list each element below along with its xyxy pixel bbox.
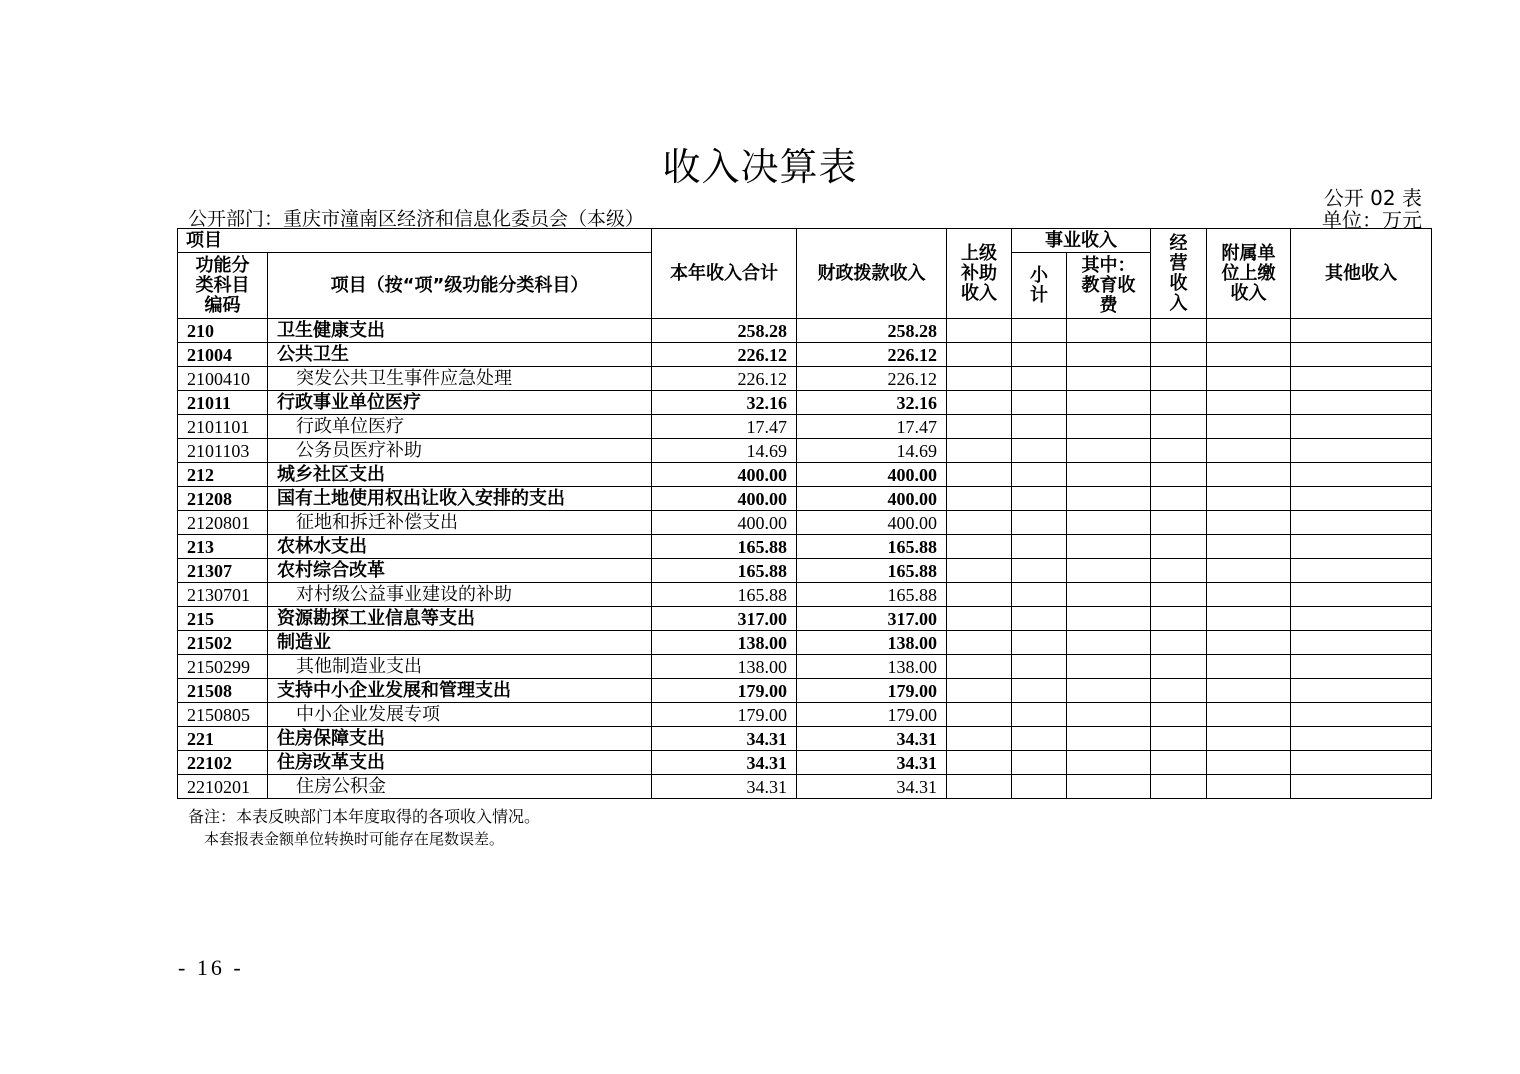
empty-cell: [1067, 559, 1151, 583]
table-row: [178, 727, 1432, 751]
empty-cell: [1207, 463, 1291, 487]
empty-cell: [1151, 559, 1207, 583]
row-code: 21502: [178, 631, 268, 655]
row-total: 179.00: [652, 679, 797, 703]
empty-cell: [1291, 511, 1432, 535]
empty-cell: [1291, 463, 1432, 487]
row-fiscal: 179.00: [797, 703, 947, 727]
table-row: [178, 535, 1432, 559]
empty-cell: [1151, 439, 1207, 463]
row-total: 34.31: [652, 751, 797, 775]
row-fiscal: 165.88: [797, 583, 947, 607]
empty-cell: [1012, 727, 1067, 751]
row-fiscal: 226.12: [797, 343, 947, 367]
row-name: 公务员医疗补助: [268, 439, 652, 463]
row-name: 城乡社区支出: [268, 463, 652, 487]
empty-cell: [1291, 319, 1432, 343]
empty-cell: [947, 607, 1012, 631]
empty-cell: [1067, 655, 1151, 679]
empty-cell: [1012, 487, 1067, 511]
department-label: 公开部门：重庆市潼南区经济和信息化委员会（本级）: [188, 208, 645, 230]
empty-cell: [1012, 583, 1067, 607]
row-code: 2100410: [178, 367, 268, 391]
empty-cell: [1291, 391, 1432, 415]
row-code: 210: [178, 319, 268, 343]
row-total: 226.12: [652, 367, 797, 391]
empty-cell: [1207, 655, 1291, 679]
table-row: [178, 631, 1432, 655]
row-name: 中小企业发展专项: [268, 703, 652, 727]
empty-cell: [1067, 487, 1151, 511]
empty-cell: [947, 583, 1012, 607]
row-fiscal: 34.31: [797, 751, 947, 775]
table-row: [178, 415, 1432, 439]
empty-cell: [1207, 631, 1291, 655]
empty-cell: [1067, 583, 1151, 607]
row-code: 2150805: [178, 703, 268, 727]
row-code: 215: [178, 607, 268, 631]
empty-cell: [1067, 535, 1151, 559]
table-row: [178, 559, 1432, 583]
empty-cell: [1151, 655, 1207, 679]
row-fiscal: 258.28: [797, 319, 947, 343]
row-total: 400.00: [652, 463, 797, 487]
row-name: 农村综合改革: [268, 559, 652, 583]
row-fiscal: 226.12: [797, 367, 947, 391]
row-name: 支持中小企业发展和管理支出: [268, 679, 652, 703]
empty-cell: [1291, 727, 1432, 751]
empty-cell: [1067, 511, 1151, 535]
row-name: 其他制造业支出: [268, 655, 652, 679]
row-code: 21307: [178, 559, 268, 583]
empty-cell: [1207, 415, 1291, 439]
table-row: [178, 487, 1432, 511]
empty-cell: [947, 703, 1012, 727]
row-name: 卫生健康支出: [268, 319, 652, 343]
row-name: 行政事业单位医疗: [268, 391, 652, 415]
table-row: [178, 511, 1432, 535]
empty-cell: [1151, 319, 1207, 343]
empty-cell: [1207, 751, 1291, 775]
row-total: 400.00: [652, 511, 797, 535]
empty-cell: [1012, 559, 1067, 583]
page-title: 收入决算表: [662, 145, 858, 189]
empty-cell: [1067, 415, 1151, 439]
header-fiscal: 财政拨款收入: [797, 229, 947, 319]
unit-label: 单位：万元: [1322, 208, 1422, 232]
row-fiscal: 138.00: [797, 655, 947, 679]
empty-cell: [1151, 775, 1207, 799]
empty-cell: [1207, 583, 1291, 607]
empty-cell: [1067, 607, 1151, 631]
empty-cell: [1291, 607, 1432, 631]
row-code: 2130701: [178, 583, 268, 607]
empty-cell: [1291, 487, 1432, 511]
empty-cell: [947, 559, 1012, 583]
empty-cell: [947, 319, 1012, 343]
empty-cell: [1207, 535, 1291, 559]
empty-cell: [1207, 559, 1291, 583]
empty-cell: [1067, 391, 1151, 415]
table-row: [178, 703, 1432, 727]
table-row: [178, 655, 1432, 679]
empty-cell: [1067, 463, 1151, 487]
empty-cell: [1291, 559, 1432, 583]
note-line-2: 本套报表金额单位转换时可能存在尾数误差。: [204, 830, 505, 848]
empty-cell: [947, 343, 1012, 367]
row-fiscal: 165.88: [797, 559, 947, 583]
row-total: 317.00: [652, 607, 797, 631]
empty-cell: [1067, 367, 1151, 391]
empty-cell: [1012, 679, 1067, 703]
row-name: 住房改革支出: [268, 751, 652, 775]
table-row: [178, 583, 1432, 607]
row-fiscal: 34.31: [797, 727, 947, 751]
empty-cell: [1012, 463, 1067, 487]
empty-cell: [1151, 487, 1207, 511]
row-fiscal: 400.00: [797, 463, 947, 487]
row-code: 2210201: [178, 775, 268, 799]
empty-cell: [1207, 679, 1291, 703]
row-name: 资源勘探工业信息等支出: [268, 607, 652, 631]
empty-cell: [947, 655, 1012, 679]
empty-cell: [1291, 439, 1432, 463]
empty-cell: [1151, 703, 1207, 727]
row-total: 34.31: [652, 775, 797, 799]
empty-cell: [1291, 415, 1432, 439]
empty-cell: [1207, 367, 1291, 391]
empty-cell: [947, 367, 1012, 391]
row-fiscal: 32.16: [797, 391, 947, 415]
empty-cell: [1291, 703, 1432, 727]
empty-cell: [1012, 703, 1067, 727]
empty-cell: [947, 751, 1012, 775]
row-code: 2120801: [178, 511, 268, 535]
empty-cell: [1291, 343, 1432, 367]
empty-cell: [1151, 751, 1207, 775]
row-total: 179.00: [652, 703, 797, 727]
header-education: 其中：教育收费: [1067, 253, 1151, 319]
row-name: 行政单位医疗: [268, 415, 652, 439]
empty-cell: [1067, 775, 1151, 799]
row-fiscal: 14.69: [797, 439, 947, 463]
row-code: 21508: [178, 679, 268, 703]
empty-cell: [1012, 391, 1067, 415]
row-total: 14.69: [652, 439, 797, 463]
header-affiliated: 附属单位上缴收入: [1207, 229, 1291, 319]
empty-cell: [1012, 775, 1067, 799]
row-name: 国有土地使用权出让收入安排的支出: [268, 487, 652, 511]
empty-cell: [1151, 511, 1207, 535]
row-total: 165.88: [652, 583, 797, 607]
row-name: 公共卫生: [268, 343, 652, 367]
empty-cell: [1012, 607, 1067, 631]
row-total: 400.00: [652, 487, 797, 511]
header-business: 事业收入: [1012, 229, 1151, 253]
empty-cell: [1291, 751, 1432, 775]
row-code: 221: [178, 727, 268, 751]
empty-cell: [947, 391, 1012, 415]
empty-cell: [1207, 343, 1291, 367]
empty-cell: [947, 727, 1012, 751]
table-row: [178, 679, 1432, 703]
row-name: 农林水支出: [268, 535, 652, 559]
empty-cell: [1151, 727, 1207, 751]
empty-cell: [1291, 535, 1432, 559]
table-row: [178, 463, 1432, 487]
empty-cell: [947, 463, 1012, 487]
row-fiscal: 317.00: [797, 607, 947, 631]
empty-cell: [1012, 655, 1067, 679]
row-name: 对村级公益事业建设的补助: [268, 583, 652, 607]
row-total: 258.28: [652, 319, 797, 343]
empty-cell: [1012, 751, 1067, 775]
empty-cell: [1291, 775, 1432, 799]
empty-cell: [1207, 775, 1291, 799]
empty-cell: [1207, 727, 1291, 751]
row-code: 22102: [178, 751, 268, 775]
row-fiscal: 400.00: [797, 487, 947, 511]
row-code: 2101103: [178, 439, 268, 463]
empty-cell: [1151, 535, 1207, 559]
empty-cell: [1207, 511, 1291, 535]
row-total: 226.12: [652, 343, 797, 367]
row-name: 住房保障支出: [268, 727, 652, 751]
empty-cell: [1207, 439, 1291, 463]
table-row: [178, 343, 1432, 367]
empty-cell: [947, 535, 1012, 559]
empty-cell: [947, 631, 1012, 655]
empty-cell: [1151, 343, 1207, 367]
empty-cell: [1207, 607, 1291, 631]
empty-cell: [1151, 463, 1207, 487]
header-superior: 上级补助收入: [947, 229, 1012, 319]
empty-cell: [1207, 391, 1291, 415]
empty-cell: [1012, 367, 1067, 391]
row-code: 2150299: [178, 655, 268, 679]
row-name: 征地和拆迁补偿支出: [268, 511, 652, 535]
header-other: 其他收入: [1291, 229, 1432, 319]
form-number: 公开 02 表: [1323, 186, 1422, 210]
empty-cell: [1012, 343, 1067, 367]
empty-cell: [1012, 439, 1067, 463]
empty-cell: [1067, 343, 1151, 367]
row-total: 17.47: [652, 415, 797, 439]
row-name: 突发公共卫生事件应急处理: [268, 367, 652, 391]
row-code: 2101101: [178, 415, 268, 439]
note-line-1: 备注：本表反映部门本年度取得的各项收入情况。: [188, 807, 541, 826]
empty-cell: [1012, 631, 1067, 655]
empty-cell: [1067, 631, 1151, 655]
income-table: [177, 228, 1432, 799]
row-name: 制造业: [268, 631, 652, 655]
header-name: 项目（按“项”级功能分类科目）: [268, 253, 652, 319]
empty-cell: [947, 487, 1012, 511]
row-total: 165.88: [652, 559, 797, 583]
empty-cell: [1067, 703, 1151, 727]
row-name: 住房公积金: [268, 775, 652, 799]
row-code: 21004: [178, 343, 268, 367]
table-row: [178, 367, 1432, 391]
header-item: 项目: [178, 229, 652, 253]
empty-cell: [1291, 631, 1432, 655]
empty-cell: [947, 775, 1012, 799]
table-row: [178, 775, 1432, 799]
empty-cell: [1207, 703, 1291, 727]
row-total: 138.00: [652, 631, 797, 655]
row-total: 138.00: [652, 655, 797, 679]
empty-cell: [1067, 727, 1151, 751]
empty-cell: [1291, 679, 1432, 703]
empty-cell: [1151, 607, 1207, 631]
row-code: 21011: [178, 391, 268, 415]
empty-cell: [1012, 319, 1067, 343]
empty-cell: [1151, 367, 1207, 391]
empty-cell: [1012, 415, 1067, 439]
empty-cell: [1151, 631, 1207, 655]
empty-cell: [1291, 367, 1432, 391]
page-number: - 16 -: [178, 955, 244, 980]
table-row: [178, 751, 1432, 775]
header-subtotal: 小计: [1012, 253, 1067, 319]
empty-cell: [947, 439, 1012, 463]
row-fiscal: 165.88: [797, 535, 947, 559]
table-row: [178, 607, 1432, 631]
empty-cell: [947, 679, 1012, 703]
row-code: 21208: [178, 487, 268, 511]
empty-cell: [1291, 583, 1432, 607]
row-total: 32.16: [652, 391, 797, 415]
empty-cell: [1067, 679, 1151, 703]
row-code: 212: [178, 463, 268, 487]
row-fiscal: 400.00: [797, 511, 947, 535]
table-row: [178, 439, 1432, 463]
row-fiscal: 17.47: [797, 415, 947, 439]
empty-cell: [1067, 319, 1151, 343]
header-operating: 经营收入: [1151, 229, 1207, 319]
empty-cell: [1151, 415, 1207, 439]
table-row: [178, 319, 1432, 343]
empty-cell: [1151, 679, 1207, 703]
empty-cell: [1151, 391, 1207, 415]
empty-cell: [947, 415, 1012, 439]
header-total: 本年收入合计: [652, 229, 797, 319]
empty-cell: [1207, 487, 1291, 511]
empty-cell: [947, 511, 1012, 535]
empty-cell: [1067, 751, 1151, 775]
row-total: 34.31: [652, 727, 797, 751]
empty-cell: [1291, 655, 1432, 679]
row-code: 213: [178, 535, 268, 559]
row-fiscal: 179.00: [797, 679, 947, 703]
row-total: 165.88: [652, 535, 797, 559]
row-fiscal: 34.31: [797, 775, 947, 799]
empty-cell: [1012, 535, 1067, 559]
empty-cell: [1151, 583, 1207, 607]
empty-cell: [1012, 511, 1067, 535]
empty-cell: [1207, 319, 1291, 343]
row-fiscal: 138.00: [797, 631, 947, 655]
empty-cell: [1067, 439, 1151, 463]
header-code: 功能分类科目编码: [178, 253, 268, 319]
table-row: [178, 391, 1432, 415]
